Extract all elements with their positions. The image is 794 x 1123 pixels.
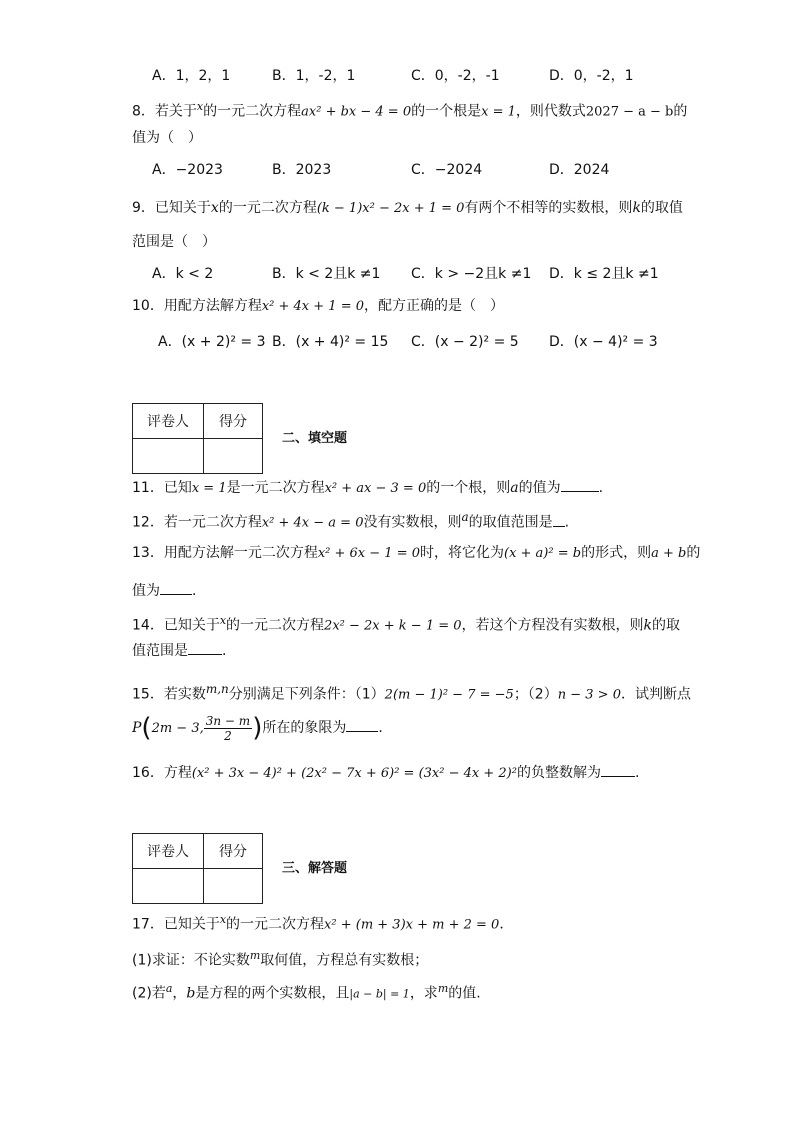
q14-equation: 2x² − 2x + k − 1 = 0 (324, 618, 462, 634)
score-table-score-cell (204, 439, 263, 474)
q13-blank[interactable] (160, 580, 192, 595)
q8-option-a: A．−2023 (152, 162, 223, 178)
q11-equation: x² + ax − 3 = 0 (324, 481, 427, 496)
q13-line2: 值为 . (132, 580, 196, 601)
q16-line: 16．方程(x² + 3x − 4)² + (2x² − 7x + 6)² = (3x² − 4x + 2)²的负整数解为 . (132, 762, 639, 784)
q16-blank[interactable] (601, 762, 635, 777)
score-table-section2 (132, 403, 263, 474)
q9-line2: 范围是（ ） (132, 234, 216, 250)
section3-title: 三、解答题 (282, 861, 348, 876)
q7-option-b: B．1，-2，1 (272, 68, 356, 84)
q9-equation: (k − 1)x² − 2x + 1 = 0 (316, 201, 465, 216)
q8-option-c: C．−2024 (411, 162, 483, 178)
q9-option-c: C．k > −2且k ≠1 (411, 266, 532, 282)
score-table-grader-cell (133, 439, 204, 474)
q14-line2: 值范围是 . (132, 640, 226, 661)
q10-option-d: D．(x − 4)² = 3 (549, 334, 658, 350)
q10-option-c: C．(x − 2)² = 5 (411, 334, 519, 350)
q14-line1: 14．已知关于$^x$的一元二次方程2x² − 2x + k − 1 = 0，若这个方程没有实数根，则k的取 (132, 614, 680, 634)
q9-option-b: B．k < 2且k ≠1 (272, 266, 381, 282)
q8-option-b: B．2023 (272, 162, 332, 178)
score-table-score-header: 得分 (204, 834, 263, 869)
q7-option-d: D．0，-2，1 (549, 68, 634, 84)
score-table-score-cell (204, 869, 263, 904)
q12-equation: x² + 4x − a = 0 (261, 515, 364, 531)
q9-line1: 9．已知关于x的一元二次方程(k − 1)x² − 2x + 1 = 0有两个不相等的实数根，则k的取值 (132, 200, 683, 216)
q7-option-c: C．0，-2，-1 (411, 68, 500, 84)
q8-line2: 值为（ ） (132, 130, 202, 146)
score-table-grader-header: 评卷人 (133, 834, 204, 869)
q10-equation: x² + 4x + 1 = 0 (261, 299, 364, 314)
q10-line1: 10．用配方法解方程x² + 4x + 1 = 0，配方正确的是（ ） (132, 298, 504, 314)
q11-blank[interactable] (561, 477, 599, 492)
section2-title: 二、填空题 (282, 431, 348, 446)
q9-option-d: D．k ≤ 2且k ≠1 (549, 266, 659, 282)
q15-fraction: $\frac{3n - m}{2}$ (205, 713, 251, 743)
q7-option-a: A．1，2，1 (152, 68, 231, 84)
q15-blank[interactable] (346, 717, 378, 732)
q12-line: 12．若一元二次方程x² + 4x − a = 0没有实数根，则a的取值范围是 . (132, 510, 570, 531)
q13-equation: x² + 6x − 1 = 0 (317, 546, 420, 561)
score-table-grader-cell (133, 869, 204, 904)
q15-line1: 15．若实数m,n分别满足下列条件：（1）2(m − 1)² − 7 = −5；（2）n − 3 > 0．试判断点 (132, 682, 691, 703)
score-table-section3 (132, 833, 263, 904)
q12-blank[interactable] (553, 512, 565, 527)
q11-line: 11．已知x = 1是一元二次方程x² + ax − 3 = 0的一个根，则a的值为 . (132, 477, 603, 499)
q8-option-d: D．2024 (549, 162, 610, 178)
q8-line1: 8．若关于$^x$的一元二次方程ax² + bx − 4 = 0的一个根是x = 1，则代数式2027 − a − b的 (132, 100, 688, 120)
q17-equation: x² + (m + 3)x + m + 2 = 0 (324, 917, 500, 933)
q17-line1: 17．已知关于$^x$的一元二次方程x² + (m + 3)x + m + 2 = 0． (132, 913, 514, 933)
score-table-grader-header: 评卷人 (133, 404, 204, 439)
q13-line1: 13．用配方法解一元二次方程x² + 6x − 1 = 0时，将它化为(x + a)² = b的形式，则a + b的 (132, 545, 701, 561)
q14-blank[interactable] (188, 640, 222, 655)
q15-line2: P(2m − 3, $\frac{3n - m}{2}$ )所在的象限为 . (132, 713, 383, 743)
q16-equation: (x² + 3x − 4)² + (2x² − 7x + 6)² = (3x² − 4x + 2)² (191, 766, 517, 781)
q9-option-a: A．k < 2 (152, 266, 214, 282)
q17-part1: (1)求证：不论实数$^m$取何值，方程总有实数根； (132, 949, 429, 969)
q10-option-a: A．(x + 2)² = 3 (158, 334, 266, 350)
q17-part2: (2)若$^a$，b是方程的两个实数根，且|a − b| = 1，求$^m$的值. (132, 982, 481, 1002)
q8-equation: ax² + bx − 4 = 0 (301, 104, 412, 120)
score-table-score-header: 得分 (204, 404, 263, 439)
q10-option-b: B．(x + 4)² = 15 (272, 334, 389, 350)
